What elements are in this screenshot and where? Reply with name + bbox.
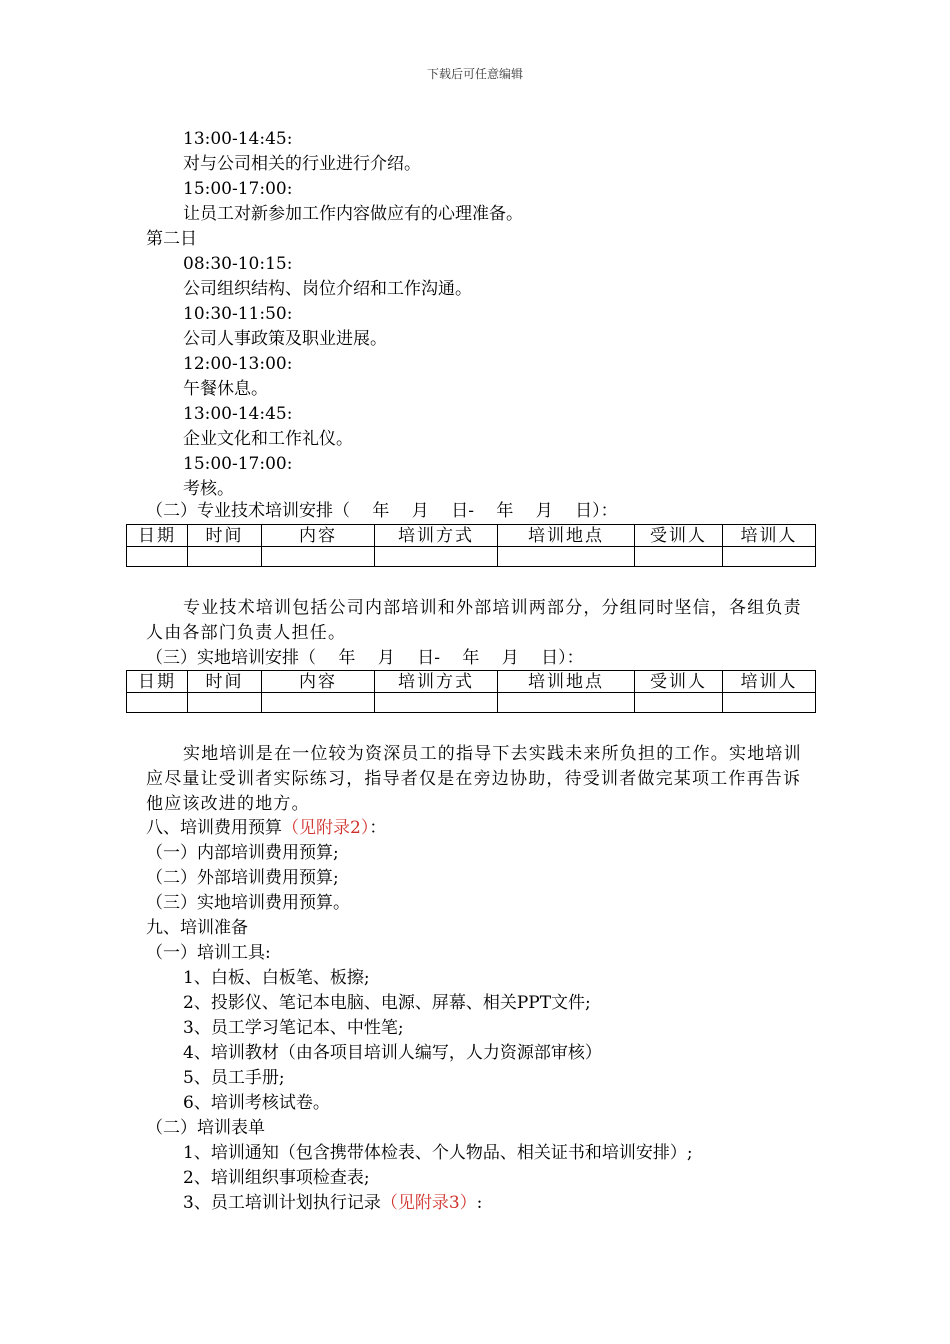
field-training-table bbox=[126, 670, 816, 713]
table-cell bbox=[723, 547, 816, 567]
technical-training-paragraph: 专业技术培训包括公司内部培训和外部培训两部分，分组同时坚信，各组负责人由各部门负责人担任。 bbox=[146, 598, 802, 643]
table-header-cell: 培训人 bbox=[723, 525, 816, 547]
table-header-cell: 培训人 bbox=[723, 671, 816, 693]
table-cell bbox=[262, 693, 375, 713]
schedule-item: 午餐休息。 bbox=[183, 379, 268, 399]
table-cell bbox=[188, 547, 262, 567]
time-slot: 13:00-14:45: bbox=[183, 404, 293, 424]
table-cell bbox=[188, 693, 262, 713]
form-item: 2、培训组织事项检查表; bbox=[183, 1168, 370, 1188]
section-title-field-training: （三）实地培训安排（ 年 月 日- 年 月 日）： bbox=[146, 648, 584, 668]
table-cell bbox=[723, 693, 816, 713]
schedule-item: 考核。 bbox=[183, 479, 234, 499]
time-slot: 15:00-17:00: bbox=[183, 454, 293, 474]
time-slot: 10:30-11:50: bbox=[183, 304, 293, 324]
form-item-colon: : bbox=[476, 1193, 483, 1213]
table-cell bbox=[127, 693, 188, 713]
budget-colon: ： bbox=[369, 818, 387, 838]
table-cell bbox=[498, 547, 635, 567]
table-cell bbox=[127, 547, 188, 567]
budget-heading bbox=[146, 817, 386, 839]
tool-item: 5、员工手册; bbox=[183, 1068, 285, 1088]
table-header-cell: 培训方式 bbox=[375, 671, 498, 693]
schedule-item: 让员工对新参加工作内容做应有的心理准备。 bbox=[183, 204, 523, 224]
budget-item: （一）内部培训费用预算; bbox=[146, 843, 339, 863]
table-header-row bbox=[127, 525, 816, 547]
field-training-paragraph: 实地培训是在一位较为资深员工的指导下去实践未来所负担的工作。实地培训应尽量让受训者实际练习，指导者仅是在旁边协助，待受训者做完某项工作再告诉他应该改进的地方。 bbox=[146, 744, 802, 814]
time-slot: 12:00-13:00: bbox=[183, 354, 293, 374]
table-cell bbox=[375, 547, 498, 567]
tool-item: 3、员工学习笔记本、中性笔; bbox=[183, 1018, 404, 1038]
table-header-cell: 培训方式 bbox=[375, 525, 498, 547]
table-cell bbox=[498, 693, 635, 713]
table-header-cell: 内容 bbox=[262, 525, 375, 547]
table-header-cell: 培训地点 bbox=[498, 671, 635, 693]
preparation-heading: 九、培训准备 bbox=[146, 918, 248, 938]
table-cell bbox=[375, 693, 498, 713]
forms-subheading: （二）培训表单 bbox=[146, 1118, 265, 1138]
table-row bbox=[127, 693, 816, 713]
time-slot: 15:00-17:00: bbox=[183, 179, 293, 199]
schedule-item: 公司组织结构、岗位介绍和工作沟通。 bbox=[183, 279, 472, 299]
schedule-item: 公司人事政策及职业进展。 bbox=[183, 329, 387, 349]
technical-training-table bbox=[126, 524, 816, 567]
table-header-cell: 受训人 bbox=[635, 525, 723, 547]
table-cell bbox=[635, 547, 723, 567]
table-header-cell: 日期 bbox=[127, 525, 188, 547]
tool-item: 6、培训考核试卷。 bbox=[183, 1093, 330, 1113]
schedule-item: 对与公司相关的行业进行介绍。 bbox=[183, 154, 421, 174]
tool-item: 2、投影仪、笔记本电脑、电源、屏幕、相关PPT文件; bbox=[183, 993, 591, 1013]
time-slot: 13:00-14:45: bbox=[183, 129, 293, 149]
form-item: 1、培训通知（包含携带体检表、个人物品、相关证书和培训安排）; bbox=[183, 1143, 693, 1163]
budget-item: （三）实地培训费用预算。 bbox=[146, 893, 350, 913]
form-appendix-ref: （见附录3） bbox=[380, 1193, 477, 1213]
section-title-technical-training: （二）专业技术培训安排（ 年 月 日- 年 月 日）： bbox=[146, 501, 618, 521]
budget-title: 八、培训费用预算 bbox=[146, 818, 282, 838]
table-header-cell: 日期 bbox=[127, 671, 188, 693]
table-cell bbox=[635, 693, 723, 713]
tool-item: 4、培训教材（由各项目培训人编写，人力资源部审核） bbox=[183, 1043, 602, 1063]
table-header-cell: 内容 bbox=[262, 671, 375, 693]
table-cell bbox=[262, 547, 375, 567]
form-item bbox=[183, 1192, 482, 1214]
table-header-cell: 时间 bbox=[188, 525, 262, 547]
time-slot: 08:30-10:15: bbox=[183, 254, 293, 274]
table-header-cell: 受训人 bbox=[635, 671, 723, 693]
page-header: 下载后可任意编辑 bbox=[426, 67, 523, 81]
day-heading: 第二日 bbox=[146, 229, 197, 249]
table-header-cell: 培训地点 bbox=[498, 525, 635, 547]
table-row bbox=[127, 547, 816, 567]
form-item-text: 3、员工培训计划执行记录 bbox=[183, 1193, 381, 1213]
tools-subheading: （一）培训工具: bbox=[146, 943, 271, 963]
budget-item: （二）外部培训费用预算; bbox=[146, 868, 339, 888]
table-header-cell: 时间 bbox=[188, 671, 262, 693]
tool-item: 1、白板、白板笔、板擦; bbox=[183, 968, 370, 988]
budget-appendix-ref: （见附录2） bbox=[282, 818, 370, 838]
table-header-row bbox=[127, 671, 816, 693]
schedule-item: 企业文化和工作礼仪。 bbox=[183, 429, 353, 449]
